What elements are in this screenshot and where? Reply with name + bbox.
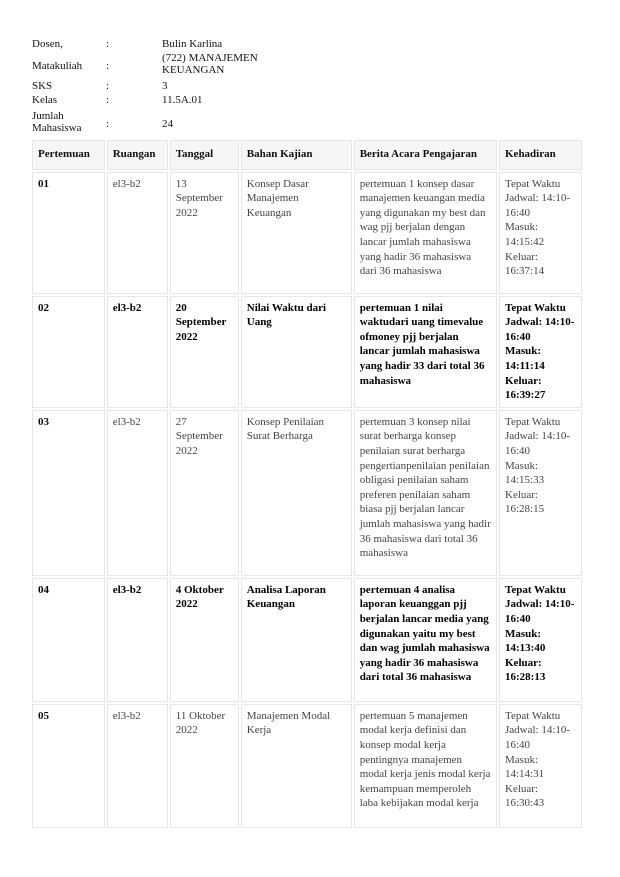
berita-acara-cell: pertemuan 1 nilai waktudari uang timevalue ofmoney pjj berjalan lancar jumlah mahasiswa yang hadir 33 dari total 36 mahasiswa bbox=[354, 296, 497, 408]
table-row bbox=[32, 704, 582, 828]
tanggal-cell: 27 September 2022 bbox=[170, 410, 239, 576]
matakuliah-value: (722) MANAJEMEN KEUANGAN bbox=[162, 52, 258, 76]
bahan-kajian-cell: Konsep Dasar Manajemen Keuangan bbox=[241, 172, 352, 294]
kehadiran-status: Tepat Waktu bbox=[505, 177, 561, 190]
kehadiran-keluar: Keluar: 16:37:14 bbox=[505, 250, 545, 278]
kelas-value: 11.5A.01 bbox=[162, 94, 203, 106]
matakuliah-label: Matakuliah bbox=[32, 60, 83, 72]
kehadiran-masuk: Masuk: 14:11:14 bbox=[505, 345, 545, 372]
dosen-label: Dosen, bbox=[32, 38, 63, 50]
pertemuan-cell: 05 bbox=[32, 704, 105, 828]
berita-acara-cell: pertemuan 5 manajemen modal kerja definisi dan konsep modal kerja pentingnya manajemen modal kerja jenis modal kerja kemampuan memperoleh laba kebijakan modal kerja bbox=[354, 704, 497, 828]
tanggal-cell: 4 Oktober 2022 bbox=[170, 578, 239, 702]
sks-value: 3 bbox=[162, 80, 168, 92]
dosen-value: Bulin Karlina bbox=[162, 38, 223, 50]
ruangan-cell: el3-b2 bbox=[107, 704, 168, 828]
kehadiran-keluar: Keluar: 16:39:27 bbox=[505, 374, 546, 402]
col-ruangan: Ruangan bbox=[107, 140, 168, 170]
kehadiran-jadwal: Jadwal: 14:10-16:40 bbox=[505, 430, 571, 457]
kehadiran-jadwal: Jadwal: 14:10-16:40 bbox=[505, 598, 575, 625]
berita-acara-cell: pertemuan 3 konsep nilai surat berharga konsep penilaian surat berharga pengertianpenilaian penilaian obligasi penilaian saham preferen penilaian saham biasa pjj berjalan lancar jumlah mahasiswa yang hadir 36 mahasiswa dari total 36 mahasiswa bbox=[354, 410, 497, 576]
dosen-colon: : bbox=[106, 38, 110, 50]
table-row bbox=[32, 578, 582, 702]
kelas-colon: : bbox=[106, 94, 110, 106]
ruangan-cell: el3-b2 bbox=[107, 172, 168, 294]
kehadiran-keluar: Keluar: 16:28:13 bbox=[505, 656, 546, 684]
kehadiran-masuk: Masuk: 14:15:42 bbox=[505, 221, 545, 248]
table-header-row bbox=[32, 140, 582, 170]
col-pertemuan: Pertemuan bbox=[32, 140, 105, 170]
kehadiran-jadwal: Jadwal: 14:10-16:40 bbox=[505, 724, 571, 751]
col-berita-acara: Berita Acara Pengajaran bbox=[354, 140, 497, 170]
kehadiran-masuk: Masuk: 14:15:33 bbox=[505, 459, 545, 487]
pertemuan-cell: 04 bbox=[32, 578, 105, 702]
jumlah-mahasiswa-label: Jumlah Mahasiswa bbox=[32, 110, 82, 134]
kehadiran-jadwal: Jadwal: 14:10-16:40 bbox=[505, 192, 571, 219]
berita-acara-cell: pertemuan 4 analisa laporan keuanggan pjj berjalan lancar media yang digunakan yaitu my best dan wag jumlah mahasiswa yang hadir 36 mahasiswa dari total 36 mahasiswa bbox=[354, 578, 497, 702]
jumlah-mahasiswa-colon: : bbox=[106, 118, 110, 130]
kehadiran-status: Tepat Waktu bbox=[505, 709, 561, 722]
bahan-kajian-cell: Analisa Laporan Keuangan bbox=[241, 578, 352, 702]
kehadiran-cell bbox=[499, 578, 582, 702]
table-row bbox=[32, 296, 582, 408]
bahan-kajian-cell: Nilai Waktu dari Uang bbox=[241, 296, 352, 408]
ruangan-cell: el3-b2 bbox=[107, 578, 168, 702]
kehadiran-keluar: Keluar: 16:28:15 bbox=[505, 488, 545, 516]
col-tanggal: Tanggal bbox=[170, 140, 239, 170]
kehadiran-cell bbox=[499, 704, 582, 828]
kehadiran-jadwal: Jadwal: 14:10-16:40 bbox=[505, 316, 575, 343]
kehadiran-cell bbox=[499, 172, 582, 294]
kehadiran-masuk: Masuk: 14:14:31 bbox=[505, 753, 545, 781]
tanggal-cell: 11 Oktober 2022 bbox=[170, 704, 239, 828]
kehadiran-cell bbox=[499, 296, 582, 408]
table-row bbox=[32, 410, 582, 576]
kehadiran-keluar: Keluar: 16:30:43 bbox=[505, 782, 545, 810]
jumlah-mahasiswa-value: 24 bbox=[162, 118, 173, 130]
bahan-kajian-cell: Manajemen Modal Kerja bbox=[241, 704, 352, 828]
ruangan-cell: el3-b2 bbox=[107, 296, 168, 408]
tanggal-cell: 13 September 2022 bbox=[170, 172, 239, 294]
bahan-kajian-cell: Konsep Penilaian Surat Berharga bbox=[241, 410, 352, 576]
table-row bbox=[32, 172, 582, 294]
col-kehadiran: Kehadiran bbox=[499, 140, 582, 170]
kehadiran-cell bbox=[499, 410, 582, 576]
attendance-table bbox=[30, 138, 584, 830]
col-bahan-kajian: Bahan Kajian bbox=[241, 140, 352, 170]
berita-acara-cell: pertemuan 1 konsep dasar manajemen keuangan media yang digunakan my best dan wag pjj berjalan dengan lancar jumlah mahasiswa yang hadir 36 mahasiswa dari 36 mahasiswa bbox=[354, 172, 497, 294]
pertemuan-cell: 02 bbox=[32, 296, 105, 408]
pertemuan-cell: 01 bbox=[32, 172, 105, 294]
tanggal-cell: 20 September 2022 bbox=[170, 296, 239, 408]
kehadiran-status: Tepat Waktu bbox=[505, 301, 566, 314]
kehadiran-status: Tepat Waktu bbox=[505, 415, 561, 428]
pertemuan-cell: 03 bbox=[32, 410, 105, 576]
sks-label: SKS bbox=[32, 80, 53, 92]
matakuliah-colon: : bbox=[106, 60, 110, 72]
kehadiran-status: Tepat Waktu bbox=[505, 583, 566, 596]
kehadiran-masuk: Masuk: 14:13:40 bbox=[505, 627, 546, 655]
kelas-label: Kelas bbox=[32, 94, 58, 106]
ruangan-cell: el3-b2 bbox=[107, 410, 168, 576]
sks-colon: : bbox=[106, 80, 110, 92]
